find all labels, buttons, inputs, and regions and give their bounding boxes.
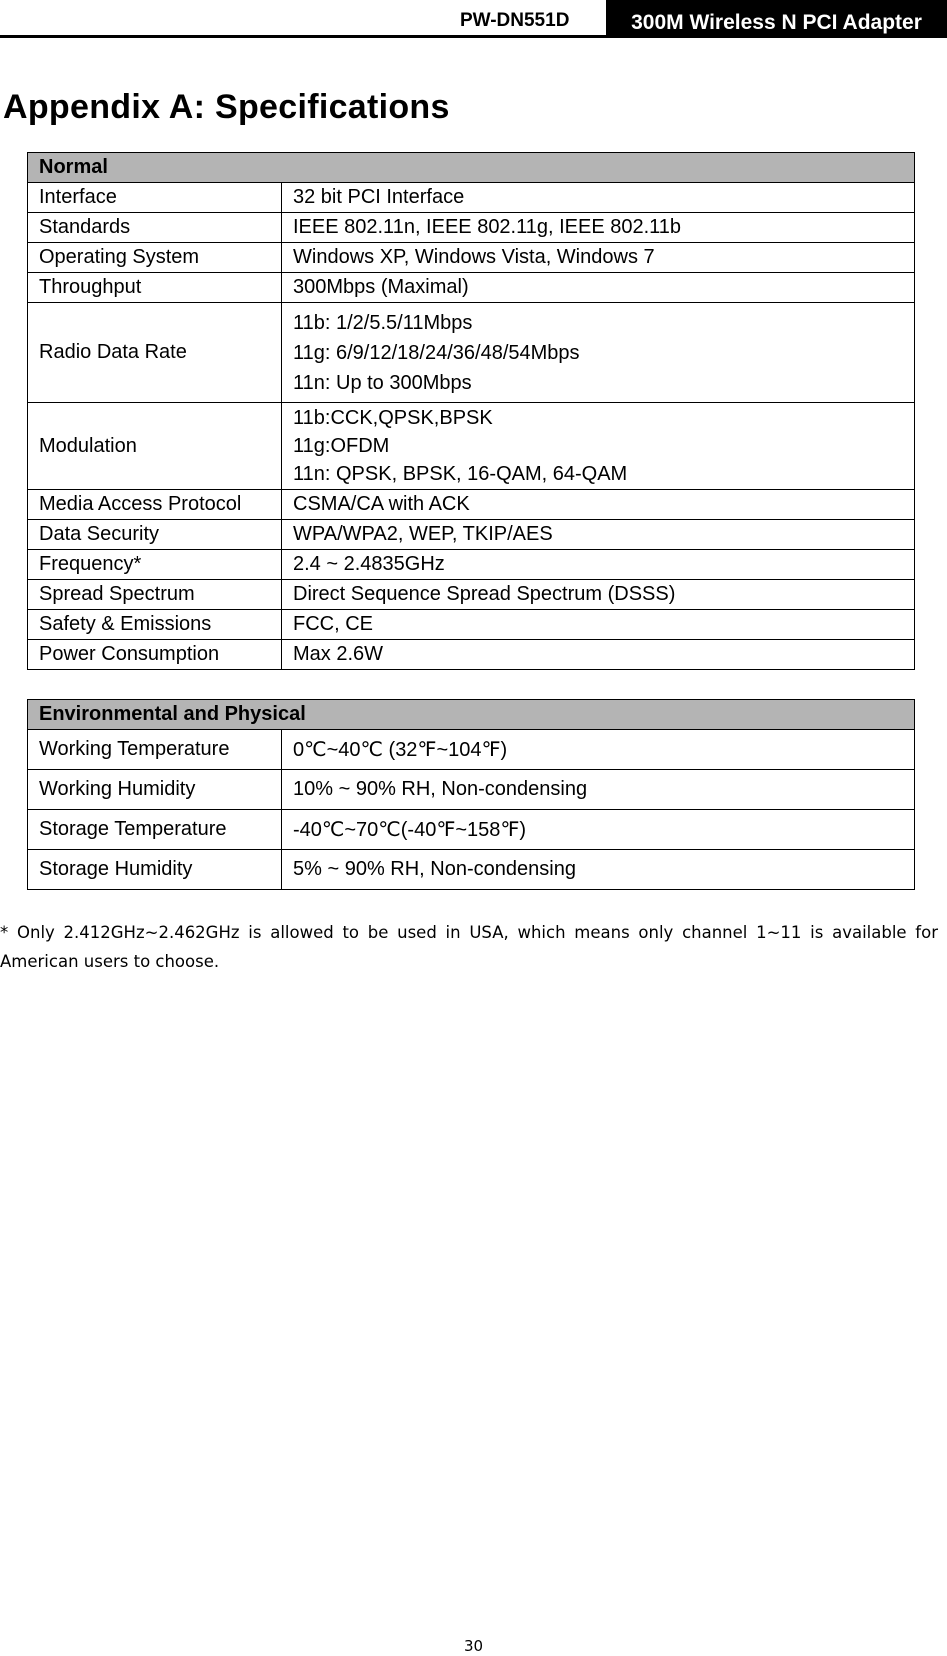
environmental-spec-table bbox=[27, 699, 915, 890]
spec-value: IEEE 802.11n, IEEE 802.11g, IEEE 802.11b bbox=[282, 213, 915, 243]
spec-value: CSMA/CA with ACK bbox=[282, 490, 915, 520]
table-row bbox=[28, 730, 915, 770]
spec-label: Media Access Protocol bbox=[28, 490, 282, 520]
spec-label: Spread Spectrum bbox=[28, 580, 282, 610]
spec-value: Max 2.6W bbox=[282, 640, 915, 670]
spec-label: Operating System bbox=[28, 243, 282, 273]
table-row bbox=[28, 640, 915, 670]
spec-label: Storage Temperature bbox=[28, 810, 282, 850]
spec-value: 32 bit PCI Interface bbox=[282, 183, 915, 213]
spec-label: Safety & Emissions bbox=[28, 610, 282, 640]
table-row bbox=[28, 580, 915, 610]
page-title: Appendix A: Specifications bbox=[3, 88, 450, 126]
table-row bbox=[28, 770, 915, 810]
table-heading: Normal bbox=[28, 153, 915, 183]
table-row bbox=[28, 810, 915, 850]
table-row bbox=[28, 183, 915, 213]
spec-value bbox=[282, 303, 915, 403]
spec-value-line: 11n: Up to 300Mbps bbox=[293, 371, 472, 394]
spec-value-line: 11n: QPSK, BPSK, 16-QAM, 64-QAM bbox=[293, 463, 628, 485]
table-row bbox=[28, 403, 915, 490]
spec-value-line: 11g:OFDM bbox=[293, 435, 390, 457]
spec-value: -40℃~70℃(-40℉~158℉) bbox=[282, 810, 915, 850]
spec-label: Modulation bbox=[28, 403, 282, 490]
spec-value: 0℃~40℃ (32℉~104℉) bbox=[282, 730, 915, 770]
spec-value: FCC, CE bbox=[282, 610, 915, 640]
spec-value: Windows XP, Windows Vista, Windows 7 bbox=[282, 243, 915, 273]
footnote: * Only 2.412GHz~2.462GHz is allowed to be used in USA, which means only channel 1~11 is available for American users to choose. bbox=[0, 923, 938, 971]
spec-value-line: 11b:CCK,QPSK,BPSK bbox=[293, 407, 493, 429]
table-row bbox=[28, 490, 915, 520]
table-row bbox=[28, 850, 915, 890]
spec-value: Direct Sequence Spread Spectrum (DSSS) bbox=[282, 580, 915, 610]
spec-label: Working Temperature bbox=[28, 730, 282, 770]
table-row bbox=[28, 213, 915, 243]
spec-label: Storage Humidity bbox=[28, 850, 282, 890]
table-row bbox=[28, 303, 915, 403]
spec-label: Standards bbox=[28, 213, 282, 243]
spec-value: 5% ~ 90% RH, Non-condensing bbox=[282, 850, 915, 890]
spec-label: Working Humidity bbox=[28, 770, 282, 810]
product-name: 300M Wireless N PCI Adapter bbox=[606, 0, 947, 38]
page-header bbox=[0, 0, 947, 40]
spec-value: 2.4 ~ 2.4835GHz bbox=[282, 550, 915, 580]
spec-value-line: 11b: 1/2/5.5/11Mbps bbox=[293, 311, 473, 334]
spec-label: Interface bbox=[28, 183, 282, 213]
page-number: 30 bbox=[463, 1637, 484, 1655]
spec-value: WPA/WPA2, WEP, TKIP/AES bbox=[282, 520, 915, 550]
table-row bbox=[28, 273, 915, 303]
table-row bbox=[28, 243, 915, 273]
spec-label: Radio Data Rate bbox=[28, 303, 282, 403]
spec-value: 300Mbps (Maximal) bbox=[282, 273, 915, 303]
normal-spec-table bbox=[27, 152, 915, 670]
spec-label: Frequency* bbox=[28, 550, 282, 580]
table-heading-row bbox=[28, 700, 915, 730]
spec-value bbox=[282, 403, 915, 490]
table-row bbox=[28, 610, 915, 640]
table-heading: Environmental and Physical bbox=[28, 700, 915, 730]
table-heading-row bbox=[28, 153, 915, 183]
model-number: PW-DN551D bbox=[460, 10, 570, 31]
spec-label: Power Consumption bbox=[28, 640, 282, 670]
spec-label: Data Security bbox=[28, 520, 282, 550]
spec-value-line: 11g: 6/9/12/18/24/36/48/54Mbps bbox=[293, 341, 580, 364]
table-row bbox=[28, 550, 915, 580]
table-row bbox=[28, 520, 915, 550]
spec-value: 10% ~ 90% RH, Non-condensing bbox=[282, 770, 915, 810]
spec-label: Throughput bbox=[28, 273, 282, 303]
